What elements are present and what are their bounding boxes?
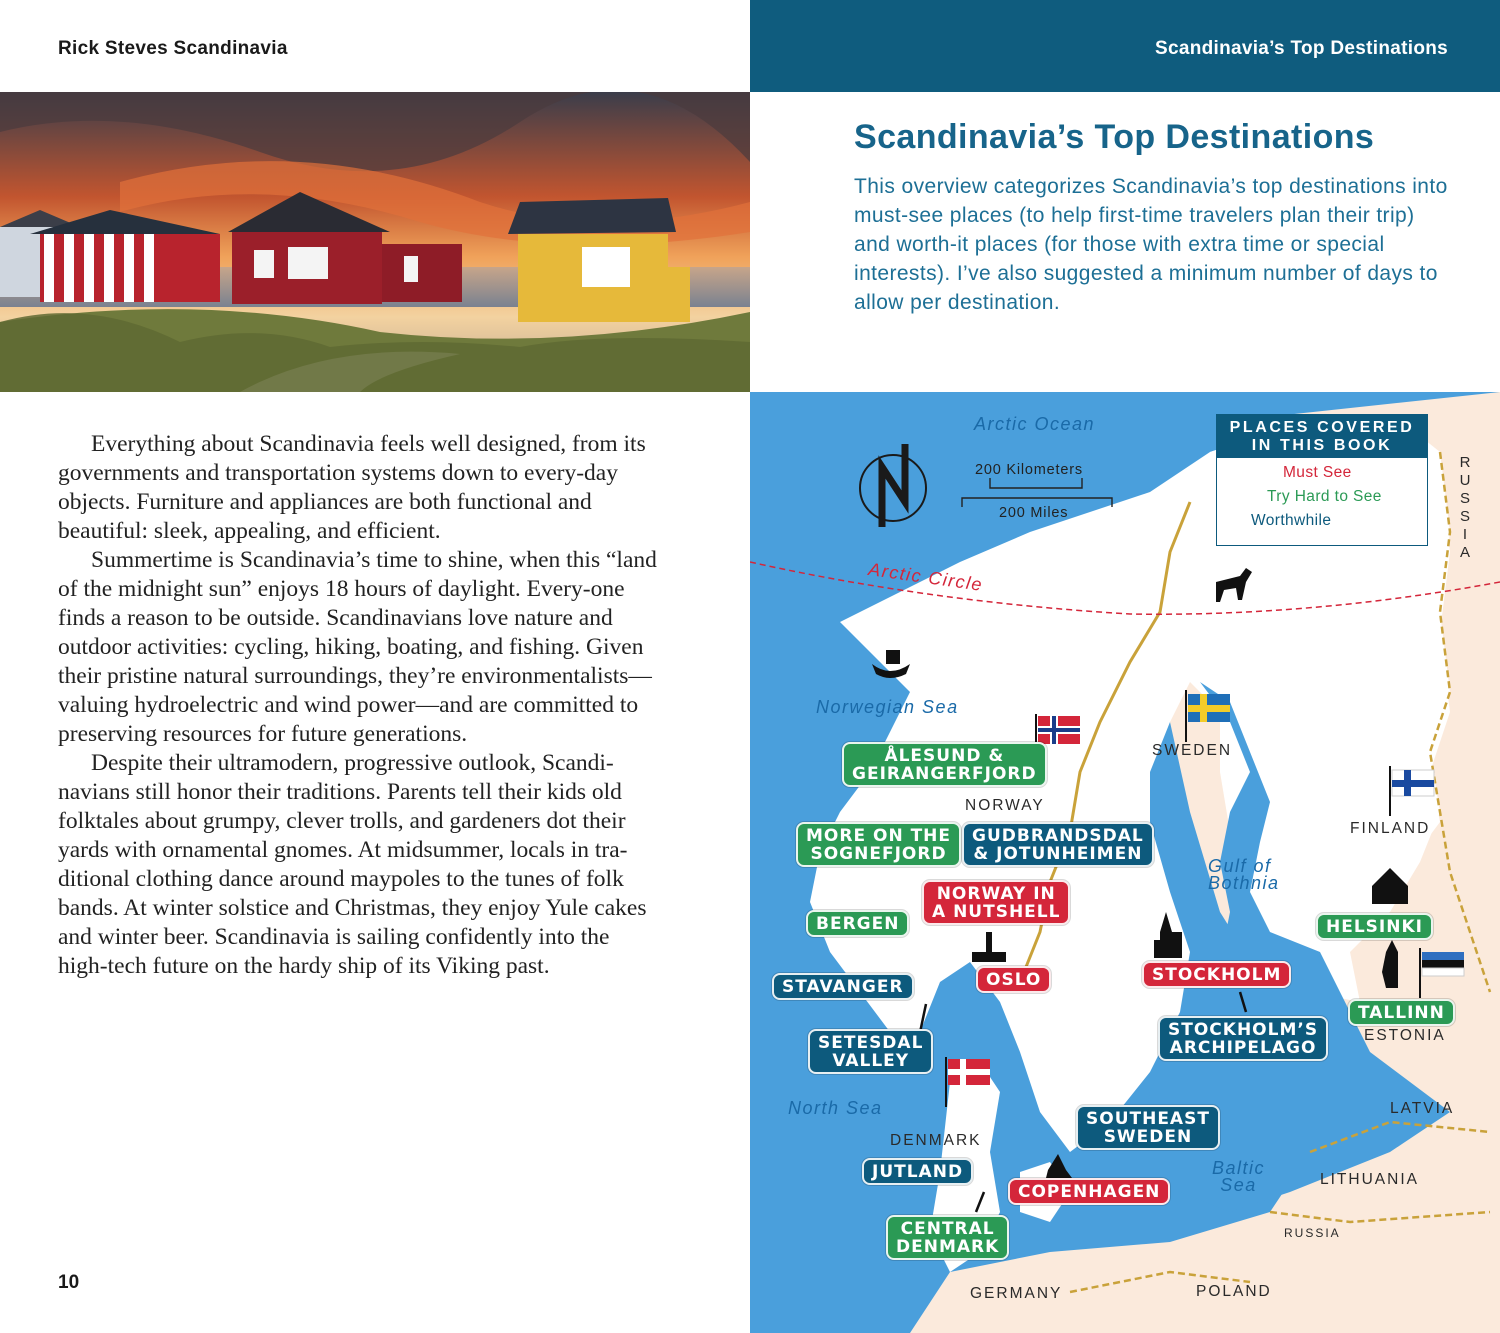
country-lithuania: LITHUANIA	[1320, 1171, 1419, 1188]
russia-letter: R	[1459, 454, 1471, 471]
destination-alesund	[842, 742, 1047, 787]
country-estonia: ESTONIA	[1364, 1027, 1446, 1044]
destination-helsinki: HELSINKI	[1316, 913, 1433, 940]
russia-letter: A	[1459, 544, 1470, 561]
destination-stockholm: STOCKHOLM	[1142, 961, 1291, 988]
intro-text: This overview categorizes Scandinavia’s top destinations into must-see places (to help first-time travelers plan their trip) and worth-it places (for those with extra time or special interests). I’ve also suggested a minimum number of days to allow per destination.	[854, 175, 1448, 314]
scale-km: 200 Kilometers	[975, 462, 1083, 478]
norwegian-sea-label: Norwegian Sea	[816, 697, 959, 717]
destination-line: MORE ON THE	[806, 826, 952, 846]
country-latvia: LATVIA	[1390, 1100, 1455, 1117]
header-band	[750, 0, 1500, 92]
country-norway: NORWAY	[965, 797, 1045, 814]
destination-line: ARCHIPELAGO	[1169, 1038, 1317, 1058]
destination-stockholms-archipelago	[1158, 1016, 1328, 1061]
destination-line: NORWAY IN	[936, 884, 1056, 904]
gulf-of-bothnia-label	[1208, 858, 1280, 892]
destination-line: & JOTUNHEIMEN	[973, 844, 1143, 864]
russia-letter: S	[1459, 508, 1470, 525]
running-head-right: Scandinavia’s Top Destinations	[1154, 38, 1448, 59]
arctic-ocean-label: Arctic Ocean	[974, 414, 1096, 434]
legend-title-line-1: PLACES COVERED	[1229, 419, 1415, 436]
destination-southeast-sweden	[1076, 1105, 1220, 1150]
beach-huts-photo	[0, 92, 750, 392]
legend-must-see: Must See	[1283, 464, 1352, 481]
destination-line: DENMARK	[896, 1237, 1000, 1257]
country-finland: FINLAND	[1350, 820, 1431, 837]
baltic-sea-label	[1212, 1160, 1265, 1194]
destination-copenhagen: COPENHAGEN	[1008, 1178, 1170, 1205]
destination-line: SETESDAL	[818, 1033, 924, 1053]
map-legend	[1216, 414, 1428, 546]
paragraph: Everything about Scandinavia feels well designed, from its governments and transportation systems down to every-day objects. Furniture and appliances are both functional and beautiful: sleek, appealing, and efficient.	[58, 431, 646, 544]
destination-gudbrandsdal	[962, 822, 1154, 867]
russia-letter: U	[1459, 472, 1471, 489]
destination-norway-in-a-nutshell	[922, 880, 1070, 925]
legend-title-line-2: IN THIS BOOK	[1251, 437, 1393, 454]
russia-vertical-label	[1458, 454, 1472, 562]
destination-line: GEIRANGERFJORD	[852, 764, 1037, 784]
country-russia-kaliningrad: RUSSIA	[1284, 1226, 1341, 1240]
russia-letter: S	[1459, 490, 1470, 507]
page-number: 10	[58, 1272, 80, 1293]
legend-try-hard: Try Hard to See	[1267, 488, 1382, 505]
destination-setesdal	[808, 1029, 933, 1074]
arctic-circle-label: Arctic Circle	[867, 559, 985, 595]
destination-stavanger: STAVANGER	[772, 973, 914, 1000]
scale-miles: 200 Miles	[999, 505, 1069, 521]
gulf-of-bothnia-line-2: Bothnia	[1208, 873, 1280, 893]
destination-line: ÅLESUND &	[884, 746, 1005, 766]
destination-bergen: BERGEN	[806, 910, 909, 937]
destination-line: SOGNEFJORD	[810, 844, 947, 864]
destination-tallinn: TALLINN	[1348, 999, 1455, 1026]
country-germany: GERMANY	[970, 1285, 1063, 1302]
destination-line: VALLEY	[832, 1051, 910, 1071]
destination-line: STOCKHOLM’S	[1168, 1020, 1319, 1040]
destination-central-denmark	[886, 1215, 1009, 1260]
destinations-map	[750, 392, 1500, 1333]
country-denmark: DENMARK	[890, 1132, 982, 1149]
russia-letter: I	[1462, 526, 1468, 543]
paragraph: Despite their ultramodern, progressive outlook, Scandi-navians still honor their traditions. Parents tell their kids old folktales about grumpy, clever trolls, and gardeners dot their yards with ornamental gnomes. At midsummer, locals in tra-ditional clothing dance around maypoles to the tunes of folk bands. At winter solstice and Christmas, they enjoy Yule cakes and winter beer. Scandinavia is sailing confidently into the high-tech future on the hardy ship of its Viking past.	[58, 750, 647, 979]
section-title: Scandinavia’s Top Destinations	[854, 118, 1375, 156]
destination-line: SWEDEN	[1103, 1127, 1193, 1147]
country-poland: POLAND	[1196, 1283, 1272, 1300]
destination-line: SOUTHEAST	[1086, 1109, 1210, 1129]
legend-title	[1217, 415, 1427, 458]
destination-line: A NUTSHELL	[932, 902, 1061, 922]
gulf-of-bothnia-line-1: Gulf of	[1208, 856, 1272, 876]
destination-line: GUDBRANDSDAL	[972, 826, 1144, 846]
destination-sognefjord	[796, 822, 961, 867]
legend-worthwhile: Worthwhile	[1251, 512, 1332, 529]
paragraph: Summertime is Scandinavia’s time to shine, when this “land of the midnight sun” enjoys 18 hours of daylight. Every-one finds a reason to be outside. Scandinavians love nature and outdoor activities: cycling, hiking, boating, and fishing. Given their pristine natural surroundings, they’re environmentalists—valuing hydroelectric and wind power—and are committed to preserving resources for future generations.	[58, 547, 657, 747]
north-sea-label: North Sea	[788, 1098, 883, 1118]
baltic-sea-line-2: Sea	[1220, 1175, 1257, 1195]
baltic-sea-line-1: Baltic	[1212, 1158, 1266, 1178]
running-head-left: Rick Steves Scandinavia	[58, 38, 288, 59]
destination-jutland: JUTLAND	[862, 1158, 973, 1185]
body-text	[58, 430, 658, 981]
destination-oslo: OSLO	[976, 966, 1051, 993]
right-page	[750, 0, 1500, 1333]
country-sweden: SWEDEN	[1152, 742, 1233, 759]
destination-line: CENTRAL	[900, 1219, 995, 1239]
